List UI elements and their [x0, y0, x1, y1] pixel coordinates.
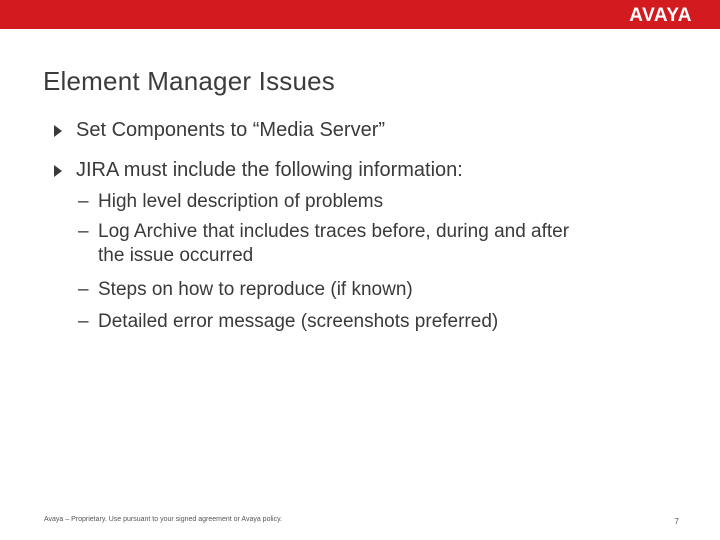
slide-title: Element Manager Issues	[43, 66, 335, 96]
dash-marker: –	[78, 279, 89, 300]
dash-marker: –	[78, 311, 89, 332]
sub-bullet-continuation: the issue occurred	[98, 245, 254, 266]
sub-bullet-text: High level description of problems	[98, 191, 384, 212]
bullet-item	[50, 119, 385, 142]
sub-bullet-item	[78, 310, 498, 334]
avaya-logo: AVAYA	[629, 5, 692, 26]
dash-marker: –	[78, 221, 89, 242]
sub-bullet-text: Log Archive that includes traces before, during and after	[98, 221, 570, 242]
sub-bullet-item	[78, 278, 413, 302]
header-bar	[0, 0, 720, 29]
sub-bullet-item	[78, 220, 569, 268]
bullet-text: Set Components to “Media Server”	[76, 119, 386, 141]
bullet-item	[50, 159, 463, 182]
sub-bullet-item	[78, 190, 383, 214]
triangle-right-icon	[50, 163, 66, 179]
triangle-right-icon	[50, 123, 66, 139]
sub-bullet-text: Detailed error message (screenshots preferred)	[98, 311, 499, 332]
bullet-text: JIRA must include the following information:	[76, 159, 463, 181]
sub-bullet-text: Steps on how to reproduce (if known)	[98, 279, 413, 300]
footer-text: Avaya – Proprietary. Use pursuant to your signed agreement or Avaya policy.	[44, 516, 282, 523]
dash-marker: –	[78, 191, 89, 212]
page-number: 7	[674, 517, 679, 526]
